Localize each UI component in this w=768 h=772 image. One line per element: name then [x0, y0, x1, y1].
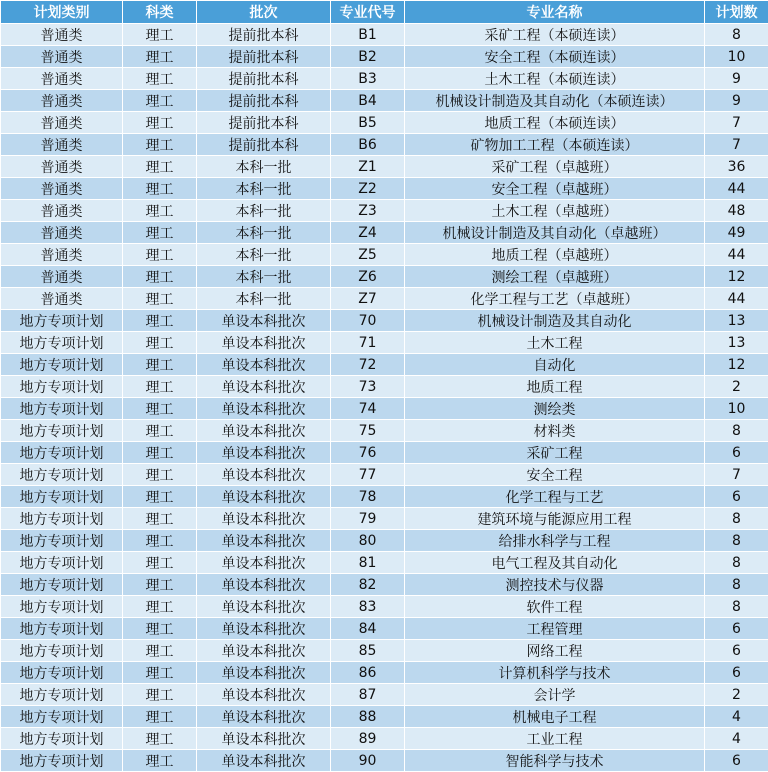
cell-subject-type: 理工: [123, 266, 197, 288]
cell-subject-type: 理工: [123, 684, 197, 706]
cell-batch: 提前批本科: [197, 46, 331, 68]
cell-batch: 本科一批: [197, 178, 331, 200]
cell-batch: 单设本科批次: [197, 464, 331, 486]
cell-plan-category: 普通类: [1, 156, 123, 178]
cell-plan-category: 地方专项计划: [1, 310, 123, 332]
cell-major-code: B3: [331, 68, 405, 90]
cell-plan-category: 地方专项计划: [1, 332, 123, 354]
cell-major-code: 85: [331, 640, 405, 662]
cell-plan-category: 普通类: [1, 68, 123, 90]
table-row: [1, 112, 768, 134]
table-row: [1, 552, 768, 574]
cell-plan-category: 普通类: [1, 90, 123, 112]
cell-major-name: 地质工程（卓越班）: [405, 244, 705, 266]
cell-plan-count: 13: [705, 310, 768, 332]
cell-plan-category: 地方专项计划: [1, 706, 123, 728]
cell-subject-type: 理工: [123, 750, 197, 772]
cell-major-name: 机械电子工程: [405, 706, 705, 728]
cell-major-name: 矿物加工工程（本硕连读）: [405, 134, 705, 156]
cell-plan-category: 地方专项计划: [1, 354, 123, 376]
cell-major-code: 71: [331, 332, 405, 354]
cell-subject-type: 理工: [123, 442, 197, 464]
table-row: [1, 222, 768, 244]
cell-major-name: 软件工程: [405, 596, 705, 618]
cell-batch: 单设本科批次: [197, 574, 331, 596]
cell-major-code: 76: [331, 442, 405, 464]
table-row: [1, 684, 768, 706]
cell-major-code: 80: [331, 530, 405, 552]
table-row: [1, 354, 768, 376]
cell-plan-count: 4: [705, 728, 768, 750]
table-row: [1, 662, 768, 684]
cell-plan-category: 地方专项计划: [1, 376, 123, 398]
cell-subject-type: 理工: [123, 112, 197, 134]
cell-plan-category: 地方专项计划: [1, 464, 123, 486]
cell-plan-count: 8: [705, 508, 768, 530]
cell-major-code: 77: [331, 464, 405, 486]
cell-major-code: B1: [331, 24, 405, 46]
cell-plan-category: 地方专项计划: [1, 530, 123, 552]
header-subject-type: 科类: [123, 1, 197, 24]
cell-major-code: 83: [331, 596, 405, 618]
cell-plan-count: 7: [705, 134, 768, 156]
cell-plan-count: 7: [705, 464, 768, 486]
cell-subject-type: 理工: [123, 222, 197, 244]
cell-batch: 单设本科批次: [197, 486, 331, 508]
header-batch: 批次: [197, 1, 331, 24]
cell-major-name: 地质工程（本硕连读）: [405, 112, 705, 134]
cell-plan-category: 普通类: [1, 112, 123, 134]
cell-major-name: 建筑环境与能源应用工程: [405, 508, 705, 530]
header-plan-category: 计划类别: [1, 1, 123, 24]
cell-plan-category: 地方专项计划: [1, 662, 123, 684]
cell-major-name: 自动化: [405, 354, 705, 376]
cell-major-code: 70: [331, 310, 405, 332]
cell-batch: 单设本科批次: [197, 596, 331, 618]
cell-major-code: 78: [331, 486, 405, 508]
cell-subject-type: 理工: [123, 552, 197, 574]
cell-plan-category: 普通类: [1, 46, 123, 68]
cell-plan-category: 地方专项计划: [1, 486, 123, 508]
cell-major-name: 给排水科学与工程: [405, 530, 705, 552]
cell-subject-type: 理工: [123, 68, 197, 90]
cell-subject-type: 理工: [123, 662, 197, 684]
cell-major-name: 地质工程: [405, 376, 705, 398]
cell-batch: 单设本科批次: [197, 706, 331, 728]
table-body: [1, 24, 768, 772]
cell-subject-type: 理工: [123, 354, 197, 376]
table-row: [1, 310, 768, 332]
cell-subject-type: 理工: [123, 332, 197, 354]
cell-plan-count: 12: [705, 354, 768, 376]
cell-batch: 单设本科批次: [197, 376, 331, 398]
cell-subject-type: 理工: [123, 24, 197, 46]
cell-major-name: 土木工程（卓越班）: [405, 200, 705, 222]
cell-subject-type: 理工: [123, 178, 197, 200]
cell-plan-category: 地方专项计划: [1, 618, 123, 640]
cell-plan-category: 地方专项计划: [1, 684, 123, 706]
cell-batch: 单设本科批次: [197, 684, 331, 706]
header-row: [1, 1, 768, 24]
cell-plan-count: 6: [705, 618, 768, 640]
cell-major-name: 机械设计制造及其自动化（卓越班）: [405, 222, 705, 244]
header-plan-count: 计划数: [705, 1, 768, 24]
cell-plan-count: 44: [705, 178, 768, 200]
table-row: [1, 332, 768, 354]
cell-plan-category: 普通类: [1, 288, 123, 310]
cell-major-code: 81: [331, 552, 405, 574]
cell-plan-count: 6: [705, 750, 768, 772]
cell-plan-count: 2: [705, 376, 768, 398]
table-row: [1, 464, 768, 486]
cell-major-code: B5: [331, 112, 405, 134]
cell-plan-count: 12: [705, 266, 768, 288]
cell-major-code: Z3: [331, 200, 405, 222]
table-row: [1, 200, 768, 222]
cell-major-name: 测绘工程（卓越班）: [405, 266, 705, 288]
cell-plan-category: 普通类: [1, 178, 123, 200]
cell-plan-category: 普通类: [1, 24, 123, 46]
cell-batch: 提前批本科: [197, 134, 331, 156]
cell-plan-category: 地方专项计划: [1, 398, 123, 420]
table-row: [1, 420, 768, 442]
table-row: [1, 244, 768, 266]
cell-subject-type: 理工: [123, 90, 197, 112]
cell-subject-type: 理工: [123, 574, 197, 596]
cell-batch: 提前批本科: [197, 24, 331, 46]
cell-subject-type: 理工: [123, 530, 197, 552]
cell-major-name: 采矿工程（卓越班）: [405, 156, 705, 178]
cell-subject-type: 理工: [123, 706, 197, 728]
cell-subject-type: 理工: [123, 398, 197, 420]
table-row: [1, 178, 768, 200]
cell-plan-count: 9: [705, 68, 768, 90]
cell-batch: 本科一批: [197, 222, 331, 244]
cell-plan-category: 普通类: [1, 134, 123, 156]
cell-major-code: 82: [331, 574, 405, 596]
cell-plan-count: 10: [705, 398, 768, 420]
cell-plan-count: 44: [705, 244, 768, 266]
cell-plan-count: 8: [705, 24, 768, 46]
cell-plan-count: 8: [705, 552, 768, 574]
table-row: [1, 24, 768, 46]
cell-plan-count: 6: [705, 662, 768, 684]
cell-plan-category: 地方专项计划: [1, 552, 123, 574]
cell-plan-count: 48: [705, 200, 768, 222]
cell-subject-type: 理工: [123, 640, 197, 662]
table-row: [1, 750, 768, 772]
cell-batch: 单设本科批次: [197, 552, 331, 574]
cell-major-code: 74: [331, 398, 405, 420]
cell-batch: 单设本科批次: [197, 618, 331, 640]
cell-plan-count: 7: [705, 112, 768, 134]
table-row: [1, 134, 768, 156]
cell-major-code: 79: [331, 508, 405, 530]
cell-plan-count: 9: [705, 90, 768, 112]
table-row: [1, 530, 768, 552]
cell-subject-type: 理工: [123, 420, 197, 442]
cell-major-code: B4: [331, 90, 405, 112]
cell-plan-count: 8: [705, 596, 768, 618]
cell-major-name: 安全工程（本硕连读）: [405, 46, 705, 68]
cell-plan-count: 6: [705, 442, 768, 464]
cell-batch: 提前批本科: [197, 90, 331, 112]
cell-major-name: 化学工程与工艺（卓越班）: [405, 288, 705, 310]
cell-batch: 单设本科批次: [197, 398, 331, 420]
cell-major-name: 机械设计制造及其自动化: [405, 310, 705, 332]
cell-major-code: 90: [331, 750, 405, 772]
cell-major-name: 材料类: [405, 420, 705, 442]
table-row: [1, 398, 768, 420]
cell-major-name: 智能科学与技术: [405, 750, 705, 772]
cell-plan-count: 10: [705, 46, 768, 68]
cell-batch: 单设本科批次: [197, 332, 331, 354]
cell-major-code: Z4: [331, 222, 405, 244]
cell-batch: 单设本科批次: [197, 354, 331, 376]
table-row: [1, 508, 768, 530]
cell-batch: 单设本科批次: [197, 750, 331, 772]
cell-plan-category: 普通类: [1, 266, 123, 288]
cell-batch: 本科一批: [197, 156, 331, 178]
cell-major-name: 工程管理: [405, 618, 705, 640]
cell-major-code: B6: [331, 134, 405, 156]
table-row: [1, 266, 768, 288]
cell-subject-type: 理工: [123, 200, 197, 222]
cell-plan-count: 6: [705, 486, 768, 508]
cell-batch: 本科一批: [197, 200, 331, 222]
table-row: [1, 442, 768, 464]
table-row: [1, 156, 768, 178]
table-row: [1, 574, 768, 596]
cell-major-code: Z7: [331, 288, 405, 310]
cell-plan-category: 地方专项计划: [1, 574, 123, 596]
cell-major-code: 87: [331, 684, 405, 706]
cell-batch: 单设本科批次: [197, 508, 331, 530]
cell-subject-type: 理工: [123, 310, 197, 332]
cell-major-name: 机械设计制造及其自动化（本硕连读）: [405, 90, 705, 112]
cell-plan-category: 地方专项计划: [1, 750, 123, 772]
cell-batch: 单设本科批次: [197, 640, 331, 662]
cell-subject-type: 理工: [123, 508, 197, 530]
cell-major-name: 网络工程: [405, 640, 705, 662]
cell-major-name: 土木工程: [405, 332, 705, 354]
cell-batch: 单设本科批次: [197, 530, 331, 552]
cell-subject-type: 理工: [123, 618, 197, 640]
cell-batch: 本科一批: [197, 288, 331, 310]
cell-batch: 单设本科批次: [197, 420, 331, 442]
cell-major-name: 会计学: [405, 684, 705, 706]
cell-major-code: 75: [331, 420, 405, 442]
cell-plan-category: 普通类: [1, 200, 123, 222]
table-row: [1, 640, 768, 662]
cell-major-code: Z1: [331, 156, 405, 178]
cell-major-name: 土木工程（本硕连读）: [405, 68, 705, 90]
cell-plan-category: 地方专项计划: [1, 508, 123, 530]
cell-subject-type: 理工: [123, 288, 197, 310]
cell-plan-category: 地方专项计划: [1, 420, 123, 442]
cell-subject-type: 理工: [123, 134, 197, 156]
cell-subject-type: 理工: [123, 376, 197, 398]
cell-plan-count: 4: [705, 706, 768, 728]
cell-batch: 单设本科批次: [197, 310, 331, 332]
cell-batch: 本科一批: [197, 266, 331, 288]
header-major-name: 专业名称: [405, 1, 705, 24]
cell-subject-type: 理工: [123, 156, 197, 178]
cell-major-name: 测绘类: [405, 398, 705, 420]
cell-plan-count: 8: [705, 574, 768, 596]
cell-major-code: B2: [331, 46, 405, 68]
cell-major-name: 采矿工程: [405, 442, 705, 464]
cell-batch: 提前批本科: [197, 112, 331, 134]
cell-batch: 单设本科批次: [197, 442, 331, 464]
table-row: [1, 90, 768, 112]
cell-batch: 提前批本科: [197, 68, 331, 90]
cell-major-name: 安全工程: [405, 464, 705, 486]
cell-plan-category: 地方专项计划: [1, 640, 123, 662]
table-row: [1, 618, 768, 640]
cell-major-code: 86: [331, 662, 405, 684]
table-row: [1, 486, 768, 508]
cell-plan-category: 普通类: [1, 222, 123, 244]
table-row: [1, 68, 768, 90]
cell-major-name: 采矿工程（本硕连读）: [405, 24, 705, 46]
cell-batch: 单设本科批次: [197, 662, 331, 684]
cell-major-name: 电气工程及其自动化: [405, 552, 705, 574]
cell-subject-type: 理工: [123, 728, 197, 750]
cell-major-code: 84: [331, 618, 405, 640]
cell-major-code: Z6: [331, 266, 405, 288]
cell-major-name: 计算机科学与技术: [405, 662, 705, 684]
cell-major-name: 工业工程: [405, 728, 705, 750]
cell-major-code: 89: [331, 728, 405, 750]
cell-subject-type: 理工: [123, 596, 197, 618]
table-row: [1, 376, 768, 398]
cell-plan-count: 6: [705, 640, 768, 662]
cell-plan-category: 普通类: [1, 244, 123, 266]
cell-subject-type: 理工: [123, 486, 197, 508]
cell-major-code: Z5: [331, 244, 405, 266]
table-row: [1, 706, 768, 728]
cell-subject-type: 理工: [123, 244, 197, 266]
cell-subject-type: 理工: [123, 464, 197, 486]
table-row: [1, 728, 768, 750]
cell-plan-count: 8: [705, 420, 768, 442]
cell-plan-category: 地方专项计划: [1, 596, 123, 618]
cell-major-name: 化学工程与工艺: [405, 486, 705, 508]
table-row: [1, 46, 768, 68]
cell-subject-type: 理工: [123, 46, 197, 68]
cell-major-name: 测控技术与仪器: [405, 574, 705, 596]
cell-batch: 本科一批: [197, 244, 331, 266]
cell-plan-count: 36: [705, 156, 768, 178]
cell-batch: 单设本科批次: [197, 728, 331, 750]
cell-plan-category: 地方专项计划: [1, 442, 123, 464]
cell-major-name: 安全工程（卓越班）: [405, 178, 705, 200]
cell-major-code: Z2: [331, 178, 405, 200]
cell-major-code: 72: [331, 354, 405, 376]
cell-plan-count: 49: [705, 222, 768, 244]
cell-plan-count: 2: [705, 684, 768, 706]
cell-plan-count: 13: [705, 332, 768, 354]
cell-major-code: 73: [331, 376, 405, 398]
cell-plan-count: 44: [705, 288, 768, 310]
cell-major-code: 88: [331, 706, 405, 728]
cell-plan-category: 地方专项计划: [1, 728, 123, 750]
cell-plan-count: 8: [705, 530, 768, 552]
header-major-code: 专业代号: [331, 1, 405, 24]
table-row: [1, 288, 768, 310]
table-row: [1, 596, 768, 618]
